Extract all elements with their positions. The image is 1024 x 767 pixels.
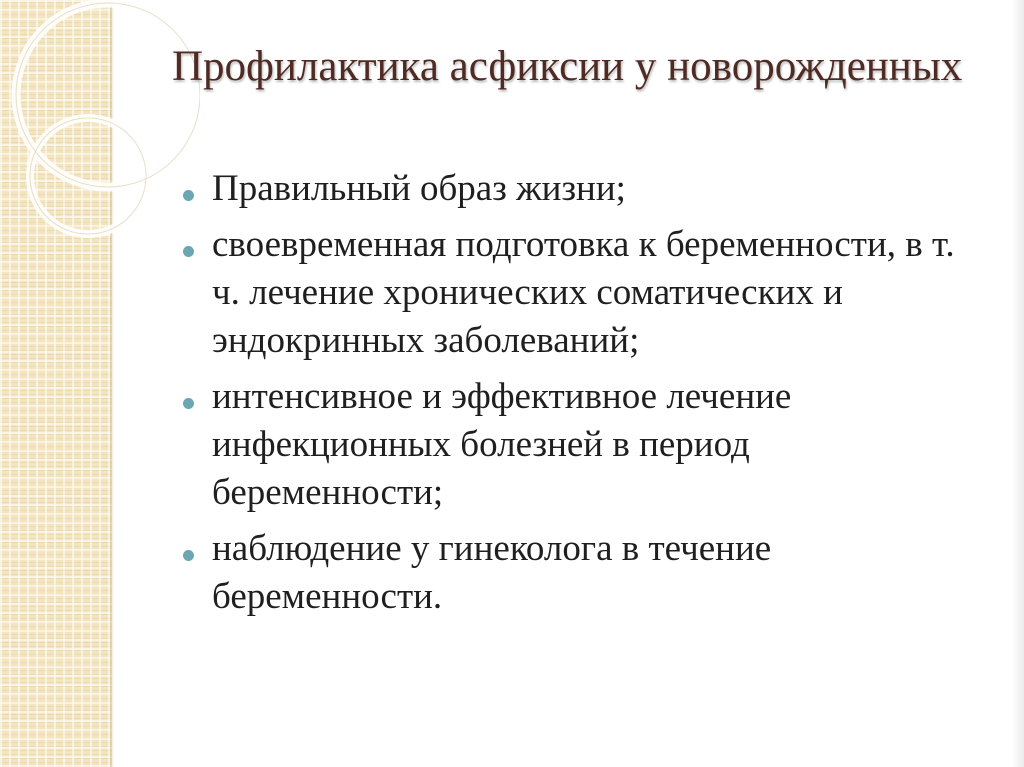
bullet-item [180, 525, 980, 621]
bullet-item [180, 373, 980, 517]
bullet-dot-icon [183, 398, 194, 409]
slide-title: Профилактика асфиксии у новорожденных [172, 43, 963, 90]
bullet-item [180, 221, 980, 365]
bullet-item [180, 165, 980, 213]
bullet-dot-icon [183, 550, 194, 561]
bullet-text: интенсивное и эффективное лечение инфекционных болезней в период беременности; [212, 376, 792, 513]
bullet-text: Правильный образ жизни; [212, 168, 626, 209]
bullet-dot-icon [183, 246, 194, 257]
decorative-ring-small [30, 118, 146, 234]
slide-right-shadow [1012, 0, 1024, 767]
decorative-rings [0, 0, 200, 280]
bullet-list [180, 165, 980, 629]
bullet-text: наблюдение у гинеколога в течение беременности. [212, 528, 772, 617]
bullet-text: своевременная подготовка к беременности, в т. ч. лечение хронических соматических и эндокринных заболеваний; [212, 224, 955, 361]
bullet-dot-icon [183, 190, 194, 201]
